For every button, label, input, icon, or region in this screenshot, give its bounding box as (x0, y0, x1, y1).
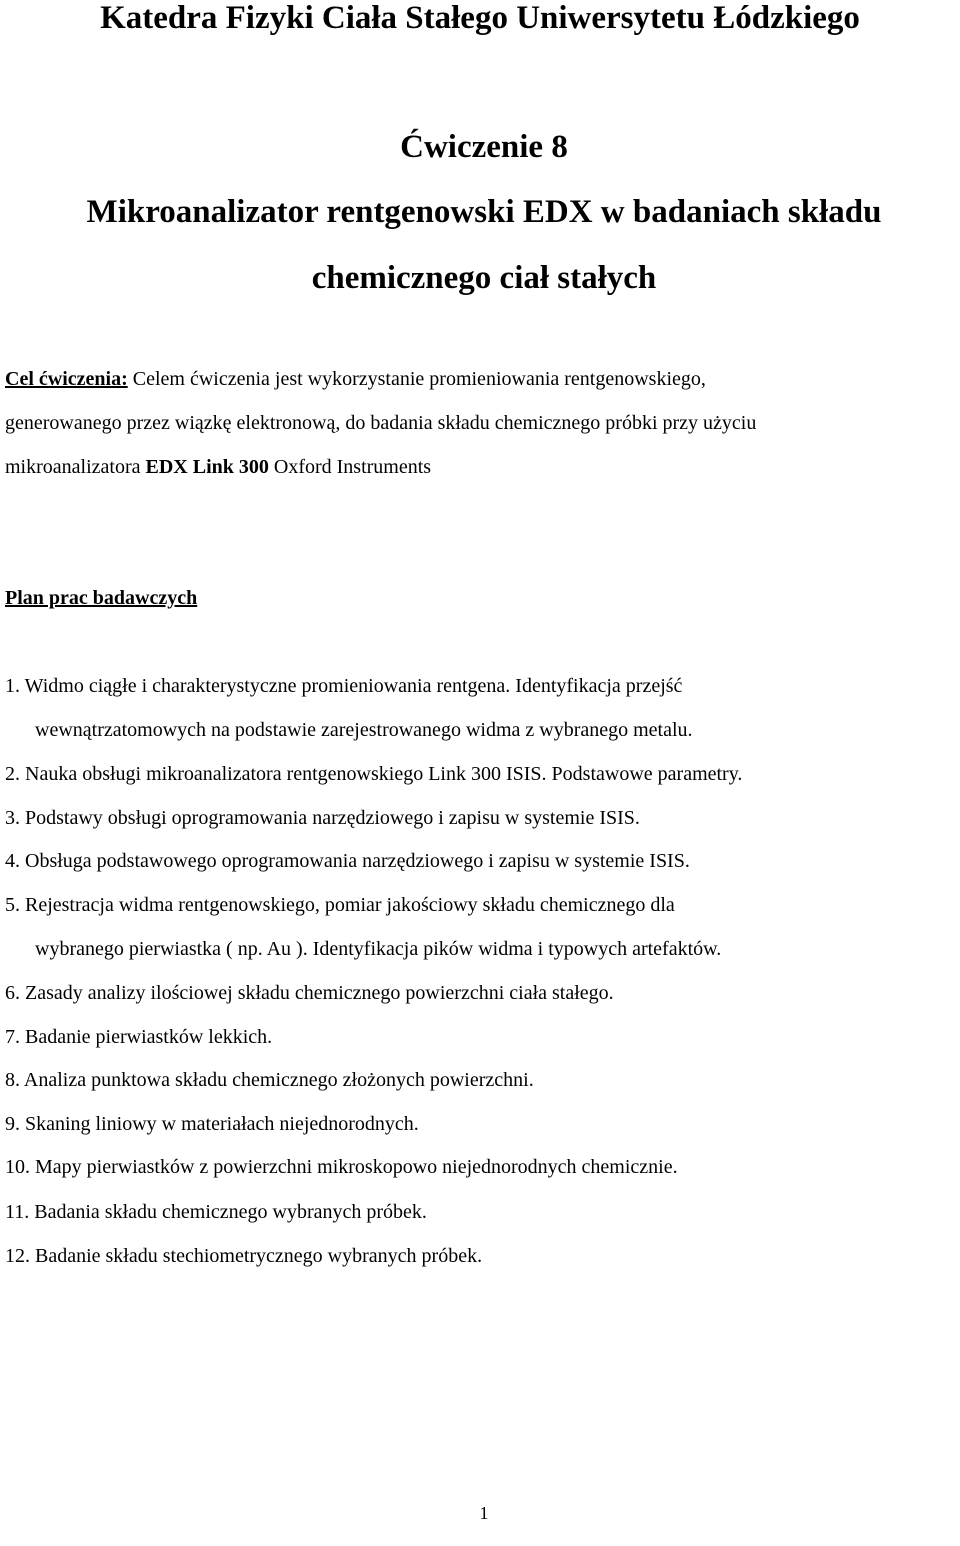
plan-item-4: 4. Obsługa podstawowego oprogramowania narzędziowego i zapisu w systemie ISIS. (5, 850, 690, 872)
aim-line-1 (5, 367, 955, 391)
department-heading: Katedra Fizyki Ciała Stałego Uniwersytetu Łódzkiego (100, 0, 860, 36)
plan-item-7: 7. Badanie pierwiastków lekkich. (5, 1026, 273, 1048)
plan-item-2: 2. Nauka obsługi mikroanalizatora rentgenowskiego Link 300 ISIS. Podstawowe parametry. (5, 763, 743, 785)
aim-line-3 (5, 455, 955, 479)
aim-text-3-pre: mikroanalizatora (5, 456, 146, 478)
aim-text-3-post: Oxford Instruments (268, 456, 432, 478)
plan-item-1-cont: wewnątrzatomowych na podstawie zarejestrowanego widma z wybranego metalu. (35, 719, 693, 741)
plan-item-6: 6. Zasady analizy ilościowej składu chemicznego powierzchni ciała stałego. (5, 982, 614, 1004)
plan-item-3: 3. Podstawy obsługi oprogramowania narzędziowego i zapisu w systemie ISIS. (5, 807, 640, 829)
plan-item-8: 8. Analiza punktowa składu chemicznego złożonych powierzchni. (5, 1069, 534, 1091)
plan-item-10: 10. Mapy pierwiastków z powierzchni mikroskopowo niejednorodnych chemicznie. (5, 1156, 678, 1178)
plan-heading: Plan prac badawczych (5, 587, 198, 609)
exercise-number: Ćwiczenie 8 (400, 129, 568, 165)
page-number: 1 (479, 1503, 489, 1523)
plan-item-5: 5. Rejestracja widma rentgenowskiego, pomiar jakościowy składu chemicznego dla (5, 894, 675, 916)
aim-line-2: generowanego przez wiązkę elektronową, do badania składu chemicznego próbki przy użyciu (5, 412, 757, 434)
plan-item-1: 1. Widmo ciągłe i charakterystyczne promieniowania rentgena. Identyfikacja przejść (5, 675, 683, 697)
aim-label: Cel ćwiczenia: (5, 368, 128, 390)
aim-device-name: EDX Link 300 (145, 456, 269, 478)
exercise-title-line-2: chemicznego ciał stałych (311, 260, 657, 296)
plan-item-12: 12. Badanie składu stechiometrycznego wybranych próbek. (5, 1245, 483, 1267)
plan-item-5-cont: wybranego pierwiastka ( np. Au ). Identyfikacja pików widma i typowych artefaktów. (35, 938, 722, 960)
plan-item-9: 9. Skaning liniowy w materiałach niejednorodnych. (5, 1113, 419, 1135)
plan-item-11: 11. Badania składu chemicznego wybranych próbek. (5, 1201, 427, 1223)
exercise-title-line-1: Mikroanalizator rentgenowski EDX w badaniach składu (86, 194, 882, 230)
aim-text-1: Celem ćwiczenia jest wykorzystanie promieniowania rentgenowskiego, (127, 368, 706, 390)
